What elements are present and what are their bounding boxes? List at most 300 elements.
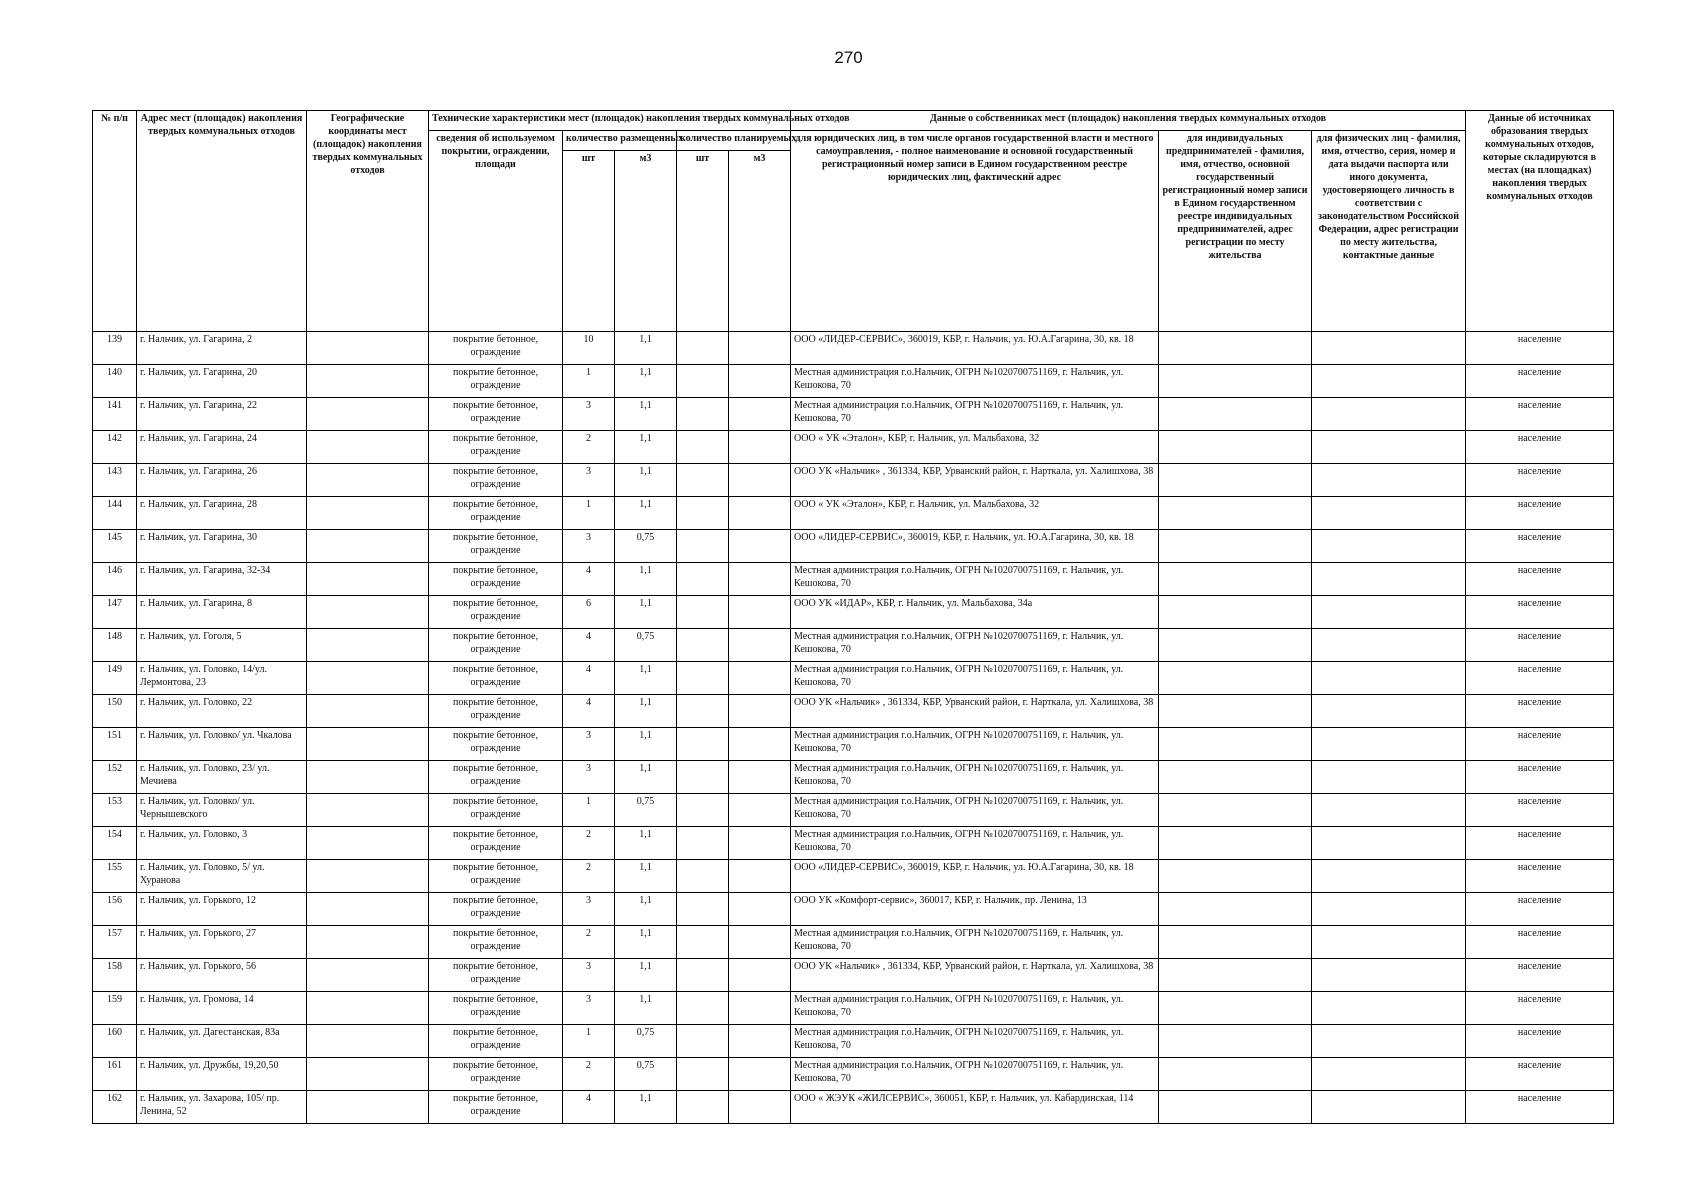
table-row [93,1025,1614,1058]
row-placed-volume: 1,1 [615,431,677,464]
row-owner-legal: Местная администрация г.о.Нальчик, ОГРН №1020700751169, г. Нальчик, ул. Кешокова, 70 [791,728,1159,761]
row-cover-info: покрытие бетонное, ограждение [429,563,563,596]
row-placed-count: 4 [563,1091,615,1124]
row-waste-source: население [1466,695,1614,728]
table-body [93,332,1614,1124]
row-address: г. Нальчик, ул. Гагарина, 8 [137,596,307,629]
table-row [93,398,1614,431]
row-coordinates [307,761,429,794]
row-owner-legal: Местная администрация г.о.Нальчик, ОГРН №1020700751169, г. Нальчик, ул. Кешокова, 70 [791,926,1159,959]
row-owner-entrepreneur [1159,893,1312,926]
row-placed-volume: 1,1 [615,761,677,794]
row-owner-legal: ООО « УК «Эталон», КБР, г. Нальчик, ул. Мальбахова, 32 [791,431,1159,464]
table-row [93,662,1614,695]
header-containers-placed-text: количество размещенных [566,133,684,144]
row-planned-volume [729,893,791,926]
row-address: г. Нальчик, ул. Головко, 3 [137,827,307,860]
row-placed-count: 2 [563,926,615,959]
table-row [93,761,1614,794]
row-waste-source: население [1466,596,1614,629]
row-planned-volume [729,662,791,695]
row-cover-info: покрытие бетонное, ограждение [429,464,563,497]
row-planned-volume [729,596,791,629]
row-coordinates [307,893,429,926]
row-owner-individual [1312,959,1466,992]
row-planned-count [677,893,729,926]
table-row [93,893,1614,926]
header-placed-m3: м3 [615,151,677,332]
row-number: 142 [93,431,137,464]
row-number: 149 [93,662,137,695]
row-planned-count [677,1091,729,1124]
row-number: 159 [93,992,137,1025]
row-number: 161 [93,1058,137,1091]
table-row [93,860,1614,893]
row-owner-individual [1312,596,1466,629]
row-owner-legal: ООО «ЛИДЕР-СЕРВИС», 360019, КБР, г. Нальчик, ул. Ю.А.Гагарина, 30, кв. 18 [791,860,1159,893]
row-coordinates [307,431,429,464]
row-number: 153 [93,794,137,827]
row-placed-count: 4 [563,695,615,728]
row-planned-volume [729,365,791,398]
row-owner-individual [1312,398,1466,431]
row-number: 150 [93,695,137,728]
row-waste-source: население [1466,497,1614,530]
row-number: 144 [93,497,137,530]
row-owner-individual [1312,365,1466,398]
row-waste-source: население [1466,431,1614,464]
header-num: № п/п [93,111,137,332]
row-placed-volume: 1,1 [615,728,677,761]
row-address: г. Нальчик, ул. Дагестанская, 83а [137,1025,307,1058]
table-row [93,431,1614,464]
row-owner-entrepreneur [1159,365,1312,398]
row-planned-count [677,464,729,497]
row-waste-source: население [1466,1025,1614,1058]
row-cover-info: покрытие бетонное, ограждение [429,1025,563,1058]
row-planned-volume [729,563,791,596]
row-owner-entrepreneur [1159,332,1312,365]
row-owner-legal: Местная администрация г.о.Нальчик, ОГРН №1020700751169, г. Нальчик, ул. Кешокова, 70 [791,398,1159,431]
row-placed-count: 2 [563,860,615,893]
row-coordinates [307,563,429,596]
row-coordinates [307,530,429,563]
table-row [93,365,1614,398]
row-placed-count: 2 [563,431,615,464]
row-owner-legal: ООО УК «Нальчик» , 361334, КБР, Урванский район, г. Нарткала, ул. Халишхова, 38 [791,464,1159,497]
row-owner-legal: Местная администрация г.о.Нальчик, ОГРН №1020700751169, г. Нальчик, ул. Кешокова, 70 [791,1025,1159,1058]
row-owner-individual [1312,728,1466,761]
row-placed-count: 1 [563,365,615,398]
row-owner-individual [1312,827,1466,860]
row-planned-count [677,761,729,794]
row-address: г. Нальчик, ул. Головко, 23/ ул. Мечиева [137,761,307,794]
row-number: 152 [93,761,137,794]
row-placed-count: 3 [563,761,615,794]
row-placed-volume: 1,1 [615,827,677,860]
row-planned-count [677,629,729,662]
row-coordinates [307,860,429,893]
row-coordinates [307,629,429,662]
row-placed-count: 1 [563,794,615,827]
row-planned-volume [729,761,791,794]
row-planned-volume [729,332,791,365]
row-placed-volume: 1,1 [615,596,677,629]
row-planned-volume [729,1058,791,1091]
row-cover-info: покрытие бетонное, ограждение [429,530,563,563]
row-owner-entrepreneur [1159,596,1312,629]
row-placed-volume: 1,1 [615,992,677,1025]
header-entrepreneurs: для индивидуальных предпринимателей - фамилия, имя, отчество, основной государственный регистрационный номер записи в Едином государственном реестре индивидуальных предпринимателей, адрес регистрации по месту жительства [1159,131,1312,332]
table-row [93,794,1614,827]
row-planned-count [677,827,729,860]
row-coordinates [307,497,429,530]
row-owner-individual [1312,431,1466,464]
row-placed-count: 3 [563,992,615,1025]
header-legal: для юридических лиц, в том числе органов государственной власти и местного самоуправления, - полное наименование и основной государственный регистрационный номер записи в Едином государственном реестре юридических лиц, фактический адрес [791,131,1159,332]
row-planned-count [677,860,729,893]
row-owner-entrepreneur [1159,1091,1312,1124]
row-cover-info: покрытие бетонное, ограждение [429,1091,563,1124]
table-row [93,563,1614,596]
row-placed-count: 10 [563,332,615,365]
row-planned-volume [729,398,791,431]
row-cover-info: покрытие бетонное, ограждение [429,431,563,464]
row-placed-count: 3 [563,398,615,431]
row-address: г. Нальчик, ул. Горького, 27 [137,926,307,959]
row-owner-entrepreneur [1159,1025,1312,1058]
row-placed-volume: 1,1 [615,662,677,695]
row-owner-entrepreneur [1159,761,1312,794]
row-cover-info: покрытие бетонное, ограждение [429,794,563,827]
row-cover-info: покрытие бетонное, ограждение [429,629,563,662]
row-owner-legal: ООО « УК «Эталон», КБР, г. Нальчик, ул. Мальбахова, 32 [791,497,1159,530]
table-row [93,596,1614,629]
row-planned-count [677,596,729,629]
row-owner-individual [1312,695,1466,728]
row-number: 157 [93,926,137,959]
row-cover-info: покрытие бетонное, ограждение [429,860,563,893]
row-planned-volume [729,464,791,497]
row-placed-volume: 1,1 [615,695,677,728]
row-planned-volume [729,728,791,761]
row-planned-volume [729,695,791,728]
row-owner-entrepreneur [1159,464,1312,497]
row-planned-count [677,431,729,464]
row-cover-info: покрытие бетонное, ограждение [429,1058,563,1091]
row-owner-legal: Местная администрация г.о.Нальчик, ОГРН №1020700751169, г. Нальчик, ул. Кешокова, 70 [791,827,1159,860]
row-coordinates [307,959,429,992]
row-waste-source: население [1466,827,1614,860]
row-coordinates [307,596,429,629]
header-containers-placed [563,131,684,151]
row-planned-count [677,398,729,431]
row-owner-legal: Местная администрация г.о.Нальчик, ОГРН №1020700751169, г. Нальчик, ул. Кешокова, 70 [791,992,1159,1025]
row-planned-volume [729,497,791,530]
row-cover-info: покрытие бетонное, ограждение [429,959,563,992]
header-individuals: для физических лиц - фамилия, имя, отчество, серия, номер и дата выдачи паспорта или иного документа, удостоверяющего личность в соответствии с законодательством Российской Федерации, адрес регистрации по месту жительства, контактные данные [1312,131,1466,332]
row-owner-legal: Местная администрация г.о.Нальчик, ОГРН №1020700751169, г. Нальчик, ул. Кешокова, 70 [791,563,1159,596]
row-placed-volume: 0,75 [615,794,677,827]
row-planned-count [677,662,729,695]
row-coordinates [307,398,429,431]
row-placed-count: 2 [563,1058,615,1091]
row-owner-entrepreneur [1159,530,1312,563]
row-number: 141 [93,398,137,431]
row-planned-count [677,563,729,596]
header-address: Адрес мест (площадок) накопления твердых коммунальных отходов [137,111,307,332]
row-planned-volume [729,794,791,827]
row-coordinates [307,926,429,959]
row-owner-entrepreneur [1159,827,1312,860]
row-address: г. Нальчик, ул. Головко, 14/ул. Лермонтова, 23 [137,662,307,695]
row-waste-source: население [1466,728,1614,761]
row-planned-count [677,728,729,761]
table-row [93,959,1614,992]
row-number: 146 [93,563,137,596]
row-owner-individual [1312,662,1466,695]
row-cover-info: покрытие бетонное, ограждение [429,992,563,1025]
row-owner-entrepreneur [1159,497,1312,530]
row-address: г. Нальчик, ул. Головко/ ул. Чернышевского [137,794,307,827]
row-waste-source: население [1466,365,1614,398]
row-coordinates [307,365,429,398]
row-waste-source: население [1466,1058,1614,1091]
row-coordinates [307,794,429,827]
row-planned-volume [729,530,791,563]
table-row [93,827,1614,860]
row-placed-count: 4 [563,662,615,695]
row-address: г. Нальчик, ул. Гагарина, 32-34 [137,563,307,596]
row-owner-legal: Местная администрация г.о.Нальчик, ОГРН №1020700751169, г. Нальчик, ул. Кешокова, 70 [791,629,1159,662]
row-coordinates [307,827,429,860]
row-planned-count [677,1058,729,1091]
row-placed-volume: 1,1 [615,563,677,596]
row-placed-volume: 1,1 [615,497,677,530]
row-waste-source: население [1466,530,1614,563]
row-waste-source: население [1466,332,1614,365]
row-address: г. Нальчик, ул. Головко, 5/ ул. Хуранова [137,860,307,893]
row-placed-volume: 1,1 [615,926,677,959]
header-sources: Данные об источниках образования твердых коммунальных отходов, которые складируются в местах (на площадках) накопления твердых коммунальных отходов [1466,111,1614,332]
row-owner-individual [1312,1025,1466,1058]
row-coordinates [307,728,429,761]
row-waste-source: население [1466,398,1614,431]
row-owner-entrepreneur [1159,662,1312,695]
row-owner-individual [1312,1091,1466,1124]
row-owner-individual [1312,761,1466,794]
row-placed-count: 3 [563,530,615,563]
row-owner-individual [1312,893,1466,926]
row-number: 156 [93,893,137,926]
row-owner-entrepreneur [1159,398,1312,431]
header-containers-planned [677,131,797,151]
row-cover-info: покрытие бетонное, ограждение [429,728,563,761]
table-row [93,497,1614,530]
row-planned-count [677,926,729,959]
row-waste-source: население [1466,761,1614,794]
row-address: г. Нальчик, ул. Гагарина, 2 [137,332,307,365]
row-placed-volume: 1,1 [615,332,677,365]
row-planned-volume [729,629,791,662]
row-owner-legal: Местная администрация г.о.Нальчик, ОГРН №1020700751169, г. Нальчик, ул. Кешокова, 70 [791,794,1159,827]
row-cover-info: покрытие бетонное, ограждение [429,365,563,398]
row-owner-legal: Местная администрация г.о.Нальчик, ОГРН №1020700751169, г. Нальчик, ул. Кешокова, 70 [791,1058,1159,1091]
table-row [93,926,1614,959]
row-address: г. Нальчик, ул. Горького, 12 [137,893,307,926]
row-owner-legal: Местная администрация г.о.Нальчик, ОГРН №1020700751169, г. Нальчик, ул. Кешокова, 70 [791,365,1159,398]
row-owner-legal: ООО « ЖЭУК «ЖИЛСЕРВИС», 360051, КБР, г. Нальчик, ул. Кабардинская, 114 [791,1091,1159,1124]
table-row [93,992,1614,1025]
row-coordinates [307,1058,429,1091]
row-owner-legal: ООО УК «ИДАР», КБР, г. Нальчик, ул. Мальбахова, 34а [791,596,1159,629]
row-placed-count: 1 [563,497,615,530]
table-row [93,464,1614,497]
row-owner-entrepreneur [1159,431,1312,464]
row-number: 147 [93,596,137,629]
row-waste-source: население [1466,893,1614,926]
row-waste-source: население [1466,662,1614,695]
table-row [93,1058,1614,1091]
row-owner-legal: ООО УК «Нальчик» , 361334, КБР, Урванский район, г. Нарткала, ул. Халишхова, 38 [791,959,1159,992]
row-waste-source: население [1466,926,1614,959]
row-waste-source: население [1466,992,1614,1025]
row-planned-volume [729,959,791,992]
row-owner-legal: Местная администрация г.о.Нальчик, ОГРН №1020700751169, г. Нальчик, ул. Кешокова, 70 [791,662,1159,695]
row-address: г. Нальчик, ул. Головко, 22 [137,695,307,728]
row-coordinates [307,1025,429,1058]
row-number: 162 [93,1091,137,1124]
waste-sites-table [92,110,1614,1124]
row-owner-individual [1312,926,1466,959]
row-placed-volume: 1,1 [615,464,677,497]
row-address: г. Нальчик, ул. Гоголя, 5 [137,629,307,662]
row-placed-count: 3 [563,893,615,926]
row-address: г. Нальчик, ул. Гагарина, 20 [137,365,307,398]
row-coordinates [307,1091,429,1124]
row-address: г. Нальчик, ул. Гагарина, 22 [137,398,307,431]
row-owner-individual [1312,563,1466,596]
row-owner-entrepreneur [1159,794,1312,827]
row-cover-info: покрытие бетонное, ограждение [429,596,563,629]
row-owner-individual [1312,629,1466,662]
row-owner-individual [1312,332,1466,365]
row-address: г. Нальчик, ул. Захарова, 105/ пр. Ленина, 52 [137,1091,307,1124]
row-owner-legal: Местная администрация г.о.Нальчик, ОГРН №1020700751169, г. Нальчик, ул. Кешокова, 70 [791,761,1159,794]
row-planned-count [677,992,729,1025]
row-placed-volume: 1,1 [615,959,677,992]
row-placed-volume: 0,75 [615,530,677,563]
row-coordinates [307,695,429,728]
row-placed-count: 6 [563,596,615,629]
table-row [93,530,1614,563]
row-placed-count: 2 [563,827,615,860]
row-planned-count [677,530,729,563]
row-waste-source: население [1466,959,1614,992]
row-owner-entrepreneur [1159,860,1312,893]
row-owner-individual [1312,464,1466,497]
row-placed-volume: 1,1 [615,893,677,926]
row-cover-info: покрытие бетонное, ограждение [429,695,563,728]
row-placed-volume: 0,75 [615,1058,677,1091]
row-planned-volume [729,860,791,893]
row-number: 143 [93,464,137,497]
row-placed-volume: 1,1 [615,860,677,893]
row-placed-count: 4 [563,563,615,596]
page-number: 270 [834,48,863,67]
row-waste-source: население [1466,629,1614,662]
table-row [93,332,1614,365]
row-placed-volume: 0,75 [615,1025,677,1058]
row-address: г. Нальчик, ул. Гагарина, 30 [137,530,307,563]
row-planned-count [677,695,729,728]
row-placed-volume: 1,1 [615,398,677,431]
row-owner-legal: ООО УК «Комфорт-сервис», 360017, КБР, г. Нальчик, пр. Ленина, 13 [791,893,1159,926]
header-planned-m3: м3 [729,151,791,332]
row-placed-count: 4 [563,629,615,662]
row-address: г. Нальчик, ул. Громова, 14 [137,992,307,1025]
row-owner-entrepreneur [1159,926,1312,959]
row-cover-info: покрытие бетонное, ограждение [429,398,563,431]
row-owner-entrepreneur [1159,563,1312,596]
table-row [93,695,1614,728]
row-address: г. Нальчик, ул. Головко/ ул. Чкалова [137,728,307,761]
row-planned-count [677,332,729,365]
header-owners: Данные о собственниках мест (площадок) накопления твердых коммунальных отходов [791,111,1466,131]
row-address: г. Нальчик, ул. Гагарина, 26 [137,464,307,497]
row-cover-info: покрытие бетонное, ограждение [429,893,563,926]
row-owner-individual [1312,794,1466,827]
row-coordinates [307,992,429,1025]
row-placed-count: 3 [563,464,615,497]
table-header [93,111,1614,332]
row-planned-volume [729,1091,791,1124]
row-owner-individual [1312,992,1466,1025]
row-number: 139 [93,332,137,365]
header-tech-text: Технические характеристики мест (площадок) накопления твердых коммунальных отходов [432,113,850,124]
row-address: г. Нальчик, ул. Дружбы, 19,20,50 [137,1058,307,1091]
row-waste-source: население [1466,860,1614,893]
row-owner-legal: ООО УК «Нальчик» , 361334, КБР, Урванский район, г. Нарткала, ул. Халишхова, 38 [791,695,1159,728]
row-owner-entrepreneur [1159,629,1312,662]
row-number: 160 [93,1025,137,1058]
row-cover-info: покрытие бетонное, ограждение [429,827,563,860]
header-containers-planned-text: количество планируемых [680,133,797,144]
row-number: 154 [93,827,137,860]
row-owner-individual [1312,860,1466,893]
row-waste-source: население [1466,794,1614,827]
table-row [93,1091,1614,1124]
row-coordinates [307,464,429,497]
row-waste-source: население [1466,464,1614,497]
row-address: г. Нальчик, ул. Горького, 56 [137,959,307,992]
row-planned-count [677,365,729,398]
row-placed-volume: 1,1 [615,365,677,398]
row-number: 158 [93,959,137,992]
row-planned-count [677,1025,729,1058]
row-owner-entrepreneur [1159,992,1312,1025]
row-cover-info: покрытие бетонное, ограждение [429,497,563,530]
row-owner-entrepreneur [1159,959,1312,992]
table-row [93,728,1614,761]
row-planned-volume [729,1025,791,1058]
table-row [93,629,1614,662]
row-number: 148 [93,629,137,662]
header-planned-sht: шт [677,151,729,332]
row-owner-legal: ООО «ЛИДЕР-СЕРВИС», 360019, КБР, г. Нальчик, ул. Ю.А.Гагарина, 30, кв. 18 [791,332,1159,365]
row-cover-info: покрытие бетонное, ограждение [429,662,563,695]
row-owner-entrepreneur [1159,695,1312,728]
